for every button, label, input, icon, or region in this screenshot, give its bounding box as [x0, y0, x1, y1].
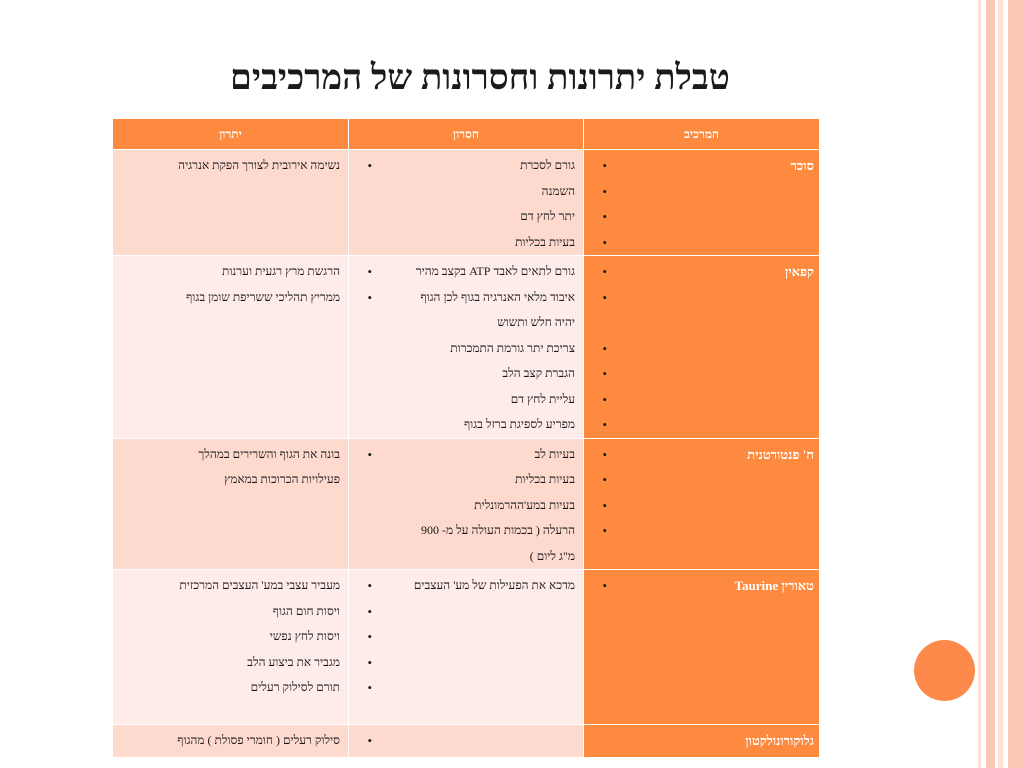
table-row	[113, 150, 820, 256]
comparison-table	[112, 118, 820, 758]
header-disadvantage: חסרון	[349, 119, 584, 150]
advantage-cell	[113, 570, 349, 725]
decor-stripe	[978, 0, 981, 768]
list-item: • תורם לסילוק רעלים	[153, 675, 340, 701]
decor-stripe	[998, 0, 1003, 768]
decor-stripe	[986, 0, 995, 768]
list-item: • גורם לסכרת	[389, 153, 575, 179]
list-item: • עליית לחץ דם	[389, 387, 575, 413]
disadvantage-cell	[349, 570, 584, 725]
header-advantage: יתרון	[113, 119, 349, 150]
list-item: • יתר לחץ דם	[389, 204, 575, 230]
list-item: • מעביר עצבי במע' העצבים המרכזית	[153, 573, 340, 599]
list-item-continuation: מ"ג ליום )	[529, 548, 575, 563]
decor-circle	[914, 640, 975, 701]
disadvantage-cell	[349, 725, 584, 758]
disadvantage-cell	[349, 256, 584, 439]
table-row	[113, 570, 820, 725]
table-row	[113, 438, 820, 570]
advantage-cell	[113, 725, 349, 758]
table-row	[113, 256, 820, 439]
component-cell: טאורין Taurine	[584, 570, 820, 725]
list-item: • ויסות לחץ נפשי	[153, 624, 340, 650]
list-item: • בונה את הגוף והשרירים במהלך	[153, 442, 340, 468]
component-cell: קפאין	[584, 256, 820, 439]
list-item: • בעיות בכליות	[389, 467, 575, 493]
table-header-row	[113, 119, 820, 150]
list-item: • סילוק רעלים ( חומרי פסולת ) מהגוף	[153, 728, 340, 754]
list-item-continuation: פעילויות הכרוכות במאמץ	[224, 472, 340, 486]
table-row	[113, 725, 820, 758]
decor-stripe	[1008, 0, 1024, 768]
component-cell: גלוקורונולקטון	[584, 725, 820, 758]
list-item: • בעיות בכליות	[389, 230, 575, 256]
header-component: המרכיב	[584, 119, 820, 150]
list-item: • גורם לתאים לאבד ATP בקצב מהיר	[389, 259, 575, 285]
list-item: • מדכא את הפעילות של מע' העצבים	[389, 573, 575, 599]
page-title: טבלת יתרונות וחסרונות של המרכיבים	[230, 58, 730, 97]
disadvantage-cell	[349, 150, 584, 256]
list-item: • מגביר את ביצוע הלב	[153, 650, 340, 676]
list-item: • בעיות במע'ההרמונלית	[389, 493, 575, 519]
list-item: • צריכת יתר גורמת התמכרות	[389, 336, 575, 362]
list-item: • ויסות חום הגוף	[153, 599, 340, 625]
list-item: • השמנה	[389, 179, 575, 205]
component-cell: ח' פנטורטנית	[584, 438, 820, 570]
list-item: • איבוד מלאי האנרגיה בגוף לכן הגוף	[389, 285, 575, 311]
advantage-cell	[113, 438, 349, 570]
list-item: • הרגשת מרץ רגעית וערנות	[153, 259, 340, 285]
advantage-cell	[113, 256, 349, 439]
component-cell: סוכר	[584, 150, 820, 256]
list-item: • הגברת קצב הלב	[389, 361, 575, 387]
disadvantage-cell	[349, 438, 584, 570]
advantage-cell	[113, 150, 349, 256]
list-item-continuation: יהיה חלש ותשוש	[497, 315, 575, 329]
list-item: • מפריע לספיגת ברזל בגוף	[389, 412, 575, 438]
list-item: • נשימה אירובית לצורך הפקת אנרגיה	[153, 153, 340, 179]
list-item: • בעיות לב	[389, 442, 575, 468]
list-item: • הרעלה ( בכמות העולה על מ- 900	[389, 518, 575, 544]
list-item: • ממריץ תהליכי ששריפת שומן בגוף	[153, 285, 340, 311]
